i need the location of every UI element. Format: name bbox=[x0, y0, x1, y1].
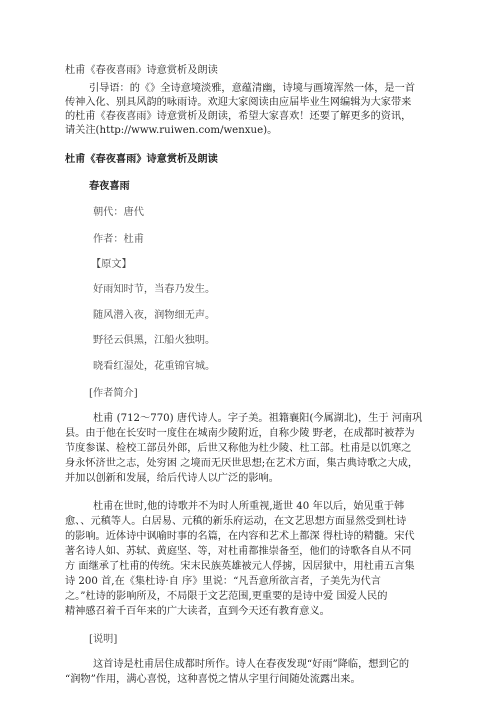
intro-line-1: 引导语：的《》全诗意境淡雅，意蕴清幽，诗境与画境浑然一体，是一首 bbox=[89, 83, 415, 94]
dynasty-line: 朝代：唐代 bbox=[93, 207, 144, 218]
author-line: 作者：杜甫 bbox=[93, 234, 144, 245]
note-line-1: 这首诗是杜甫居住成都时所作。诗人在春夜发现“好雨”降临，想到它的 bbox=[93, 659, 410, 670]
poem-line-1: 好雨知时节，当春乃发生。 bbox=[93, 284, 216, 295]
poem-line-3: 野径云俱黑，江船火独明。 bbox=[93, 335, 216, 346]
original-label: 【原文】 bbox=[91, 259, 132, 270]
bio-para2-line-8: 精神感召着千百年来的广大读者，直到今天还有教育意义。 bbox=[65, 606, 330, 617]
bio-para2-line-2: 愈、、元稹等人。白居易、元稹的新乐府运动，在文艺思想方面显然受到杜诗 bbox=[65, 516, 407, 527]
bio-para2-line-7: 之。”杜诗的影响所及，不局限于文艺范围,更重要的是诗中爱 国爱人民的 bbox=[65, 591, 388, 602]
bio-para1-line-1: 杜甫 (712～770) 唐代诗人。字子美。祖籍襄阳(今属湖北)，生于 河南巩 bbox=[93, 413, 423, 424]
bio-para2-line-1: 杜甫在世时,他的诗歌并不为时人所重视,逝世 40 年以后，始见重于韩 bbox=[93, 501, 405, 512]
bio-para1-line-4: 身永怀济世之志，处穷困 之境而无厌世思想;在艺术方面，集古典诗歌之大成， bbox=[65, 458, 419, 469]
bio-para2-line-4: 著名诗人如、苏轼、黄庭坚、等，对杜甫都推崇备至，他们的诗歌各自从不同 bbox=[65, 546, 412, 557]
note-label: [说明] bbox=[89, 634, 118, 645]
bio-para1-line-5: 并加以创新和发展，给后代诗人以广泛的影响。 bbox=[65, 473, 279, 484]
intro-line-4: 请关注(http://www.ruiwen.com/wenxue)。 bbox=[65, 125, 278, 136]
section-title: 杜甫《春夜喜雨》诗意赏析及朗读 bbox=[65, 153, 218, 165]
bio-para2-line-3: 的影响。近体诗中讽喻时事的名篇，在内容和艺术上都深 得杜诗的精髓。宋代 bbox=[65, 531, 415, 542]
poem-line-4: 晓看红湿处，花重锦官城。 bbox=[93, 361, 216, 372]
bio-label: [作者简介] bbox=[89, 388, 138, 399]
bio-para1-line-2: 县。由于他在长安时一度住在城南少陵附近，自称少陵 野老，在成都时被荐为 bbox=[65, 428, 415, 439]
poem-line-2: 随风潜入夜，润物细无声。 bbox=[93, 310, 216, 321]
note-line-2: “润物”作用，满心喜悦，这种喜悦之情从字里行间随处流露出来。 bbox=[65, 674, 361, 685]
intro-line-3: 的杜甫《春夜喜雨》诗意赏析及朗读，希望大家喜欢！还要了解更多的资讯， bbox=[65, 111, 412, 122]
intro-line-2: 传神入化、别具风韵的咏雨诗。欢迎大家阅读由应届毕业生网编辑为大家带来 bbox=[65, 97, 412, 108]
page-top-title: 杜甫《春夜喜雨》诗意赏析及朗读 bbox=[65, 65, 218, 76]
bio-para1-line-3: 节度参谋、检校工部员外郎，后世又称他为杜少陵、杜工部。杜甫是以饥寒之 bbox=[65, 443, 412, 454]
poem-title: 春夜喜雨 bbox=[89, 180, 130, 192]
bio-para2-line-5: 方 面继承了杜甫的传统。宋末民族英雄被元人俘掳，因居狱中，用杜甫五言集 bbox=[65, 561, 415, 572]
bio-para2-line-6: 诗 200 首,在《集杜诗·自 序》里说：“凡吾意所欲言者，子美先为代言 bbox=[65, 576, 381, 587]
